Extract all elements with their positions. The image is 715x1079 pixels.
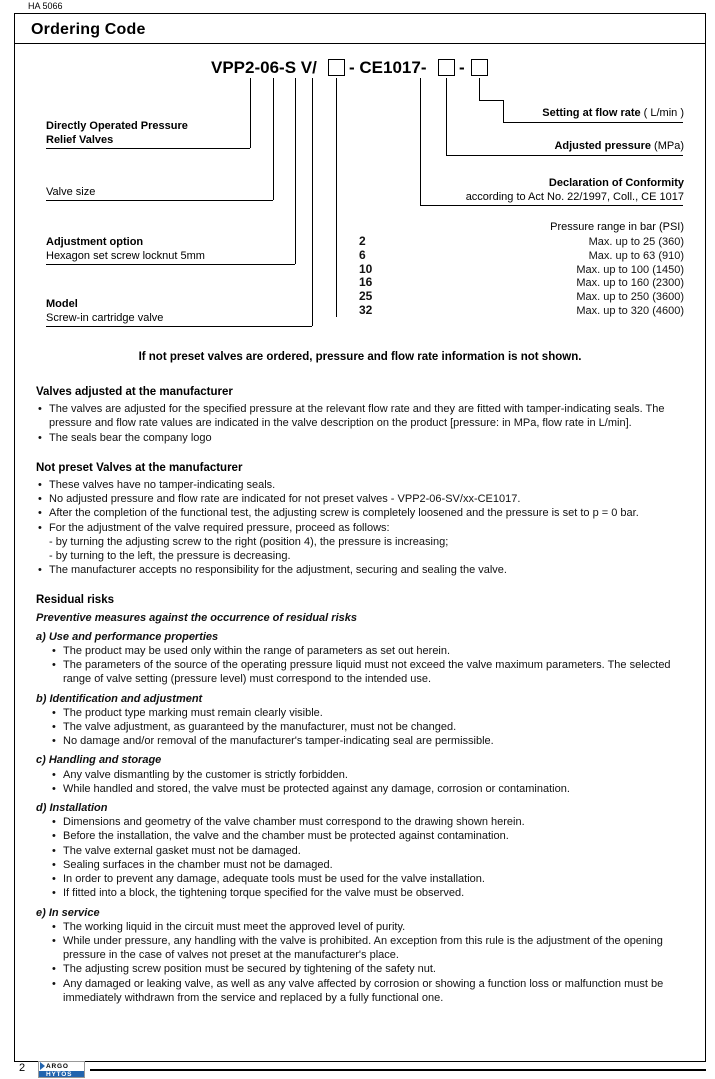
bullet-item [50,886,685,900]
bullet-text: Any valve dismantling by the customer is strictly forbidden. [63,768,348,781]
connector-line-flow-c [503,100,504,122]
residual-group-label: d) Installation [36,802,108,815]
label-adjustment-title: Adjustment option [46,236,144,248]
page-title: Ordering Code [31,21,146,38]
underline-adjusted-pressure [446,155,683,156]
bullet-item [50,644,685,658]
bullet-text: The valves are adjusted for the specified pressure at the relevant flow rate and they are fitted with tamper-indicating seals. The pressure and flow rate values are indicated in the valve description on the product [pressure: in MPa, flow rate in L/min]. [49,403,665,430]
underline-flow-rate [503,122,683,123]
residual-group-label: a) Use and performance properties [36,630,219,643]
bullet-marker: • [52,782,56,795]
residual-group-list [36,920,685,1005]
bullet-marker: • [52,659,56,672]
connector-line-conformity [420,78,421,205]
residual-group-list [36,768,685,796]
footer-rule [90,1069,706,1071]
bullet-item [50,858,685,872]
pressure-range-desc: Max. up to 160 (2300) [576,277,684,290]
bullet-marker: • [52,934,56,947]
bullet-item [36,492,685,506]
bullet-marker: • [52,816,56,829]
bullet-text: If fitted into a block, the tightening torque specified for the valve must be observed. [63,887,465,900]
bullet-marker: • [52,887,56,900]
bullet-marker: • [52,768,56,781]
preset-note: If not preset valves are ordered, pressure and flow rate information is not shown. [138,351,582,363]
bullet-marker: • [52,977,56,990]
label-valve-size: Valve size [46,186,96,198]
label-adjustment [46,235,205,263]
logo-text-hytos: HYTOS [46,1071,73,1078]
connector-line-adjusted-pressure [446,78,447,155]
label-adjusted-pressure [554,139,684,153]
bullet-item [50,920,685,934]
bullet-text: - by turning to the left, the pressure is decreasing. [49,550,291,563]
label-conformity-desc: according to Act No. 22/1997, Coll., CE 1017 [465,191,684,203]
bullet-text: - by turning the adjusting screw to the right (position 4), the pressure is increasing; [49,535,449,548]
code-mid: - CE1017- [349,58,427,77]
pressure-range-row [359,248,684,262]
bullet-item [50,734,685,748]
residual-group-label: c) Handling and storage [36,754,162,767]
ordering-code-diagram [15,44,705,376]
label-pressure-range-title: Pressure range in bar (PSI) [550,221,684,233]
sub-line [36,535,685,549]
bullet-marker: • [52,858,56,871]
pressure-range-row [359,262,684,276]
bullet-text: Dimensions and geometry of the valve chamber must correspond to the drawing shown herein. [63,816,525,829]
adjusted-list [36,402,685,445]
bullet-text: The valve external gasket must not be damaged. [63,844,301,857]
label-adjustment-desc: Hexagon set screw locknut 5mm [46,250,205,262]
bullet-text: While under pressure, any handling with the valve is prohibited. An exception from this rule is the adjustment of the opening pressure in the case of valves not preset at the manufacturer's place. [63,934,663,962]
label-flow-rate-text: Setting at flow rate [542,107,641,119]
bullet-text: The working liquid in the circuit must meet the approved level of purity. [63,920,406,933]
pressure-range-desc: Max. up to 63 (910) [588,249,684,262]
pressure-range-row [359,275,684,289]
bullet-item [50,815,685,829]
bullet-marker: • [52,873,56,886]
pressure-range-desc: Max. up to 100 (1450) [576,263,684,276]
page-frame [14,13,706,1062]
section-adjusted [36,385,685,445]
bullet-marker: • [38,479,42,492]
label-model-title: Model [46,298,78,310]
bullet-marker: • [52,735,56,748]
bullet-marker: • [52,830,56,843]
logo-triangle-icon [40,1062,45,1070]
section-heading-residual: Residual risks [36,594,114,607]
bullet-text: Before the installation, the valve and the chamber must be protected against contamination. [63,830,509,843]
residual-group-label: e) In service [36,906,100,919]
label-flow-rate [542,106,684,120]
bullet-text: No adjusted pressure and flow rate are indicated for not preset valves - VPP2-06-SV/xx-CE1017. [49,493,521,506]
bullet-item [36,563,685,577]
bullet-text: The seals bear the company logo [49,431,212,444]
connector-line-valve-size [273,78,274,200]
bullet-item [50,720,685,734]
label-product-line2: Relief Valves [46,134,114,146]
bullet-marker: • [38,564,42,577]
label-model [46,297,163,325]
pressure-range-rows [359,234,684,317]
bullet-item [36,521,685,535]
pressure-range-code: 10 [359,261,373,276]
residual-group-label: b) Identification and adjustment [36,692,203,705]
connector-line-pressure-range [336,78,337,317]
code-dash: - [459,58,465,77]
pressure-range-desc: Max. up to 320 (4600) [576,304,684,317]
connector-line-adjustment [295,78,296,264]
bullet-text: For the adjustment of the valve required pressure, proceed as follows: [49,521,390,534]
bullet-item [50,844,685,858]
bullet-marker: • [52,963,56,976]
label-product [46,119,188,147]
residual-subtitle: Preventive measures against the occurrence of residual risks [36,611,357,624]
connector-line-flow-b [479,100,503,101]
bullet-marker: • [38,493,42,506]
pressure-range-code: 6 [359,247,366,262]
code-base: VPP2-06-S V/ [211,58,317,77]
bullet-item [50,962,685,976]
pressure-range-row [359,303,684,317]
sub-line [36,549,685,563]
bullet-marker: • [52,645,56,658]
bullet-item [50,782,685,796]
label-adjusted-pressure-unit: (MPa) [654,140,684,152]
company-logo [38,1061,85,1078]
bullet-item [36,506,685,520]
section-residual [36,593,685,1004]
bullet-marker: • [38,431,42,444]
label-flow-rate-unit: ( L/min ) [643,107,684,119]
pressure-range-code: 16 [359,275,373,290]
page-number: 2 [19,1062,26,1074]
bullet-item [50,706,685,720]
logo-text-argo: ARGO [46,1062,69,1070]
bullet-text: In order to prevent any damage, adequate tools must be used for the valve installation. [63,873,485,886]
bullet-marker: • [38,521,42,534]
bullet-text: The valve adjustment, as guaranteed by the manufacturer, must not be changed. [63,721,457,734]
section-heading-adjusted: Valves adjusted at the manufacturer [36,386,233,398]
not-preset-list [36,478,685,577]
code-box-flow-rate [471,59,488,76]
connector-line-model [312,78,313,326]
label-conformity-title: Declaration of Conformity [548,177,684,189]
bullet-item [50,872,685,886]
label-conformity [466,176,684,204]
code-box-adjusted-pressure [438,59,455,76]
bullet-item [36,478,685,492]
doc-code: HA 5066 [28,1,63,11]
pressure-range-row [359,289,684,303]
bullet-item [50,934,685,962]
bullet-item [36,402,685,430]
bullet-text: Sealing surfaces in the chamber must not be damaged. [63,858,333,871]
pressure-range-row [359,234,684,248]
connector-line-flow-a [479,78,480,101]
section-not-preset [36,461,685,578]
bullet-marker: • [52,706,56,719]
bullet-marker: • [52,844,56,857]
pressure-range-code: 32 [359,302,373,317]
logo-bottom-row [39,1071,84,1079]
bullet-text: No damage and/or removal of the manufacturer's tamper-indicating seal are permissible. [63,735,494,748]
underline-adjustment [46,264,295,265]
underline-product [46,148,250,149]
bullet-item [50,829,685,843]
pressure-range-code: 2 [359,234,366,248]
bullet-text: While handled and stored, the valve must be protected against any damage, corrosion or contamination. [63,782,570,795]
bullet-text: The product may be used only within the range of parameters as set out herein. [63,645,451,658]
title-bar [15,14,705,44]
bullet-marker: • [38,403,42,416]
bullet-text: The product type marking must remain clearly visible. [63,706,323,719]
underline-conformity [420,205,683,206]
bullet-marker: • [52,721,56,734]
underline-valve-size [46,200,273,201]
label-model-desc: Screw-in cartridge valve [46,312,164,324]
bullet-item [50,768,685,782]
section-heading-not-preset: Not preset Valves at the manufacturer [36,461,243,474]
pressure-range-code: 25 [359,289,373,304]
bullet-item [50,658,685,686]
residual-group-list [36,644,685,687]
bullet-item [50,977,685,1005]
pressure-range-desc: Max. up to 250 (3600) [576,291,684,304]
label-adjusted-pressure-text: Adjusted pressure [554,140,652,152]
code-box-pressure-range [328,59,345,76]
pressure-range-desc: Max. up to 25 (360) [588,236,684,248]
bullet-text: These valves have no tamper-indicating seals. [49,479,276,492]
label-product-line1: Directly Operated Pressure [46,120,188,132]
body-text [15,376,705,1005]
underline-model [46,326,312,327]
residual-group-list [36,706,685,749]
bullet-marker: • [52,920,56,933]
logo-top-row [39,1062,84,1071]
bullet-marker: • [38,507,42,520]
bullet-text: Any damaged or leaking valve, as well as any valve affected by corrosion or showing a function loss or malfunction must be immediately withdrawn from the service and replaced by a fully functional one. [63,977,664,1004]
residual-group-list [36,815,685,900]
bullet-item [36,431,685,445]
bullet-text: After the completion of the functional test, the adjusting screw is completely loosened and the pressure is set to p = 0 bar. [49,507,639,520]
bullet-text: The adjusting screw position must be secured by tightening of the safety nut. [63,963,436,976]
bullet-text: The manufacturer accepts no responsibility for the adjustment, securing and sealing the valve. [49,564,507,577]
residual-groups [36,630,685,1005]
connector-line-product [250,78,251,148]
bullet-text: The parameters of the source of the operating pressure liquid must not exceed the valve maximum parameters. The selected range of valve setting (pressure level) must correspond to the intended use. [63,659,671,686]
